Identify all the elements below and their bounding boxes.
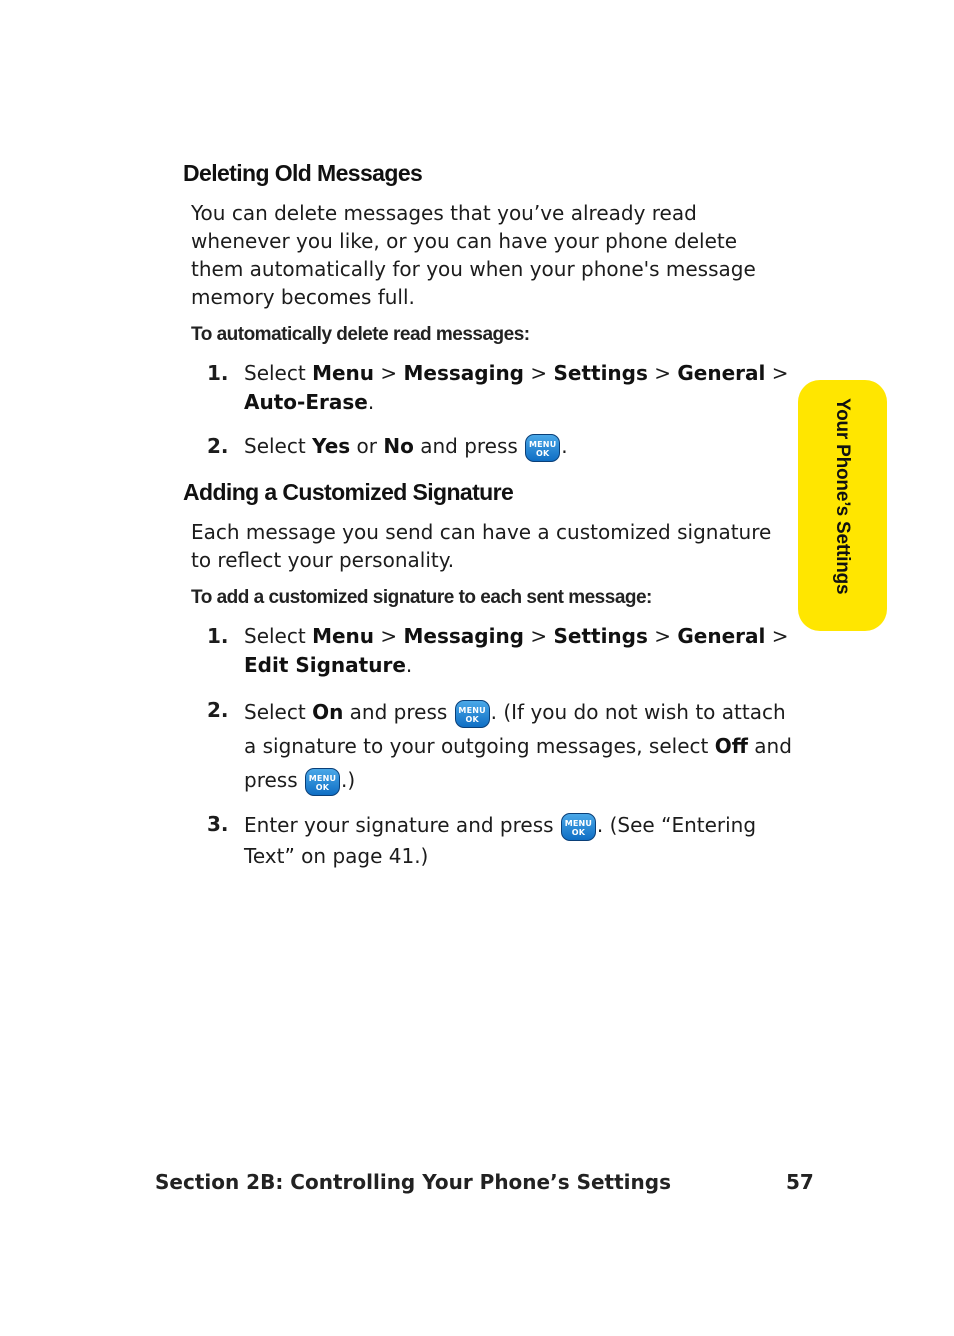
option-no: No [383, 434, 414, 458]
section-title-deleting: Deleting Old Messages [183, 160, 423, 186]
section-title-signature: Adding a Customized Signature [183, 479, 514, 505]
menu-ok-key-icon: MENU OK [305, 768, 340, 796]
option-yes: Yes [312, 434, 351, 458]
page-number: 57 [786, 1170, 814, 1194]
step-text: Select On and press MENU OK . (If you do not wish to attach a signature to your outgoing messages, select Off and press MENU OK .) [244, 695, 799, 797]
step-number: 1. [207, 624, 229, 648]
footer-section-title: Section 2B: Controlling Your Phone’s Settings [155, 1170, 671, 1194]
step-number: 2. [207, 434, 229, 458]
menu-path-general: General [677, 361, 766, 385]
step-number: 2. [207, 698, 229, 722]
menu-path-messaging: Messaging [403, 361, 524, 385]
menu-path-edit-signature: Edit Signature [244, 653, 406, 677]
menu-path-messaging: Messaging [403, 624, 524, 648]
menu-ok-key-icon: MENU OK [525, 434, 560, 462]
option-on: On [312, 700, 344, 724]
procedure-heading: To add a customized signature to each sent message: [191, 587, 652, 608]
menu-path-auto-erase: Auto-Erase [244, 390, 368, 414]
step-text: Select Menu > Messaging > Settings > General > Auto-Erase. [244, 361, 789, 414]
menu-path-menu: Menu [312, 624, 375, 648]
procedure-heading: To automatically delete read messages: [191, 324, 530, 345]
step-number: 3. [207, 812, 229, 836]
step-text: Select Menu > Messaging > Settings > General > Edit Signature. [244, 624, 789, 677]
step-text: Enter your signature and press MENU OK . (See “Entering Text” on page 41.) [244, 813, 757, 868]
menu-path-general: General [677, 624, 766, 648]
menu-ok-key-icon: MENU OK [455, 700, 490, 728]
section-intro: Each message you send can have a customized signature to reflect your personality. [191, 520, 772, 572]
menu-path-settings: Settings [553, 361, 648, 385]
section-side-tab [798, 380, 887, 631]
menu-ok-key-icon: MENU OK [561, 813, 596, 841]
section-intro: You can delete messages that you’ve already read whenever you like, or you can have your phone delete them automatically for you when your phone's message memory becomes full. [191, 201, 756, 309]
option-off: Off [714, 734, 748, 758]
menu-path-menu: Menu [312, 361, 375, 385]
side-tab-label: Your Phone’s Settings [832, 398, 853, 595]
step-number: 1. [207, 361, 229, 385]
menu-path-settings: Settings [553, 624, 648, 648]
step-text: Select Yes or No and press MENU OK . [244, 432, 799, 462]
